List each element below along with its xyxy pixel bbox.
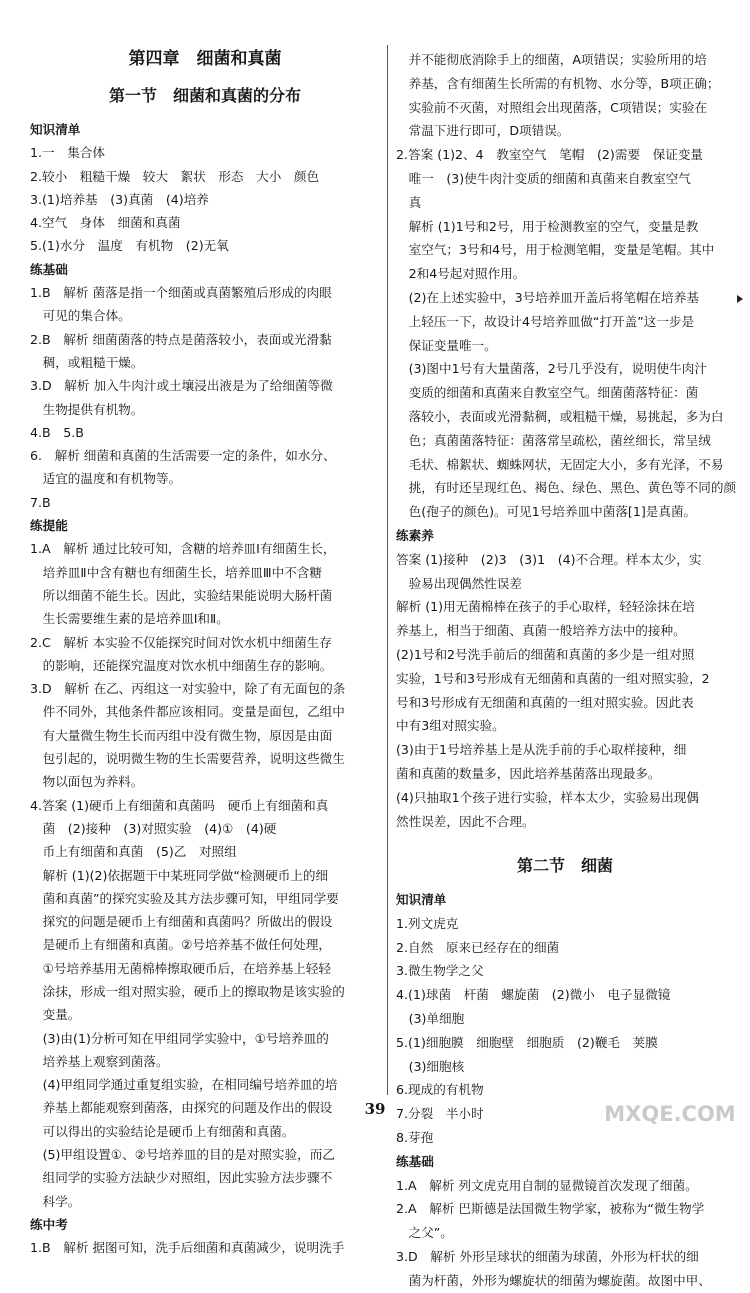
answer-line: 室空气；3号和4号，用于检测笔帽，变量是笔帽。其中 <box>396 242 715 258</box>
answer-line: (2)在上述实验中，3号培养皿开盖后将笔帽在培养基 <box>396 289 699 305</box>
answer-line: 8.芽孢 <box>396 1129 434 1145</box>
answer-line: 真 <box>396 194 422 210</box>
answer-line: 2.自然 原来已经存在的细菌 <box>396 939 560 955</box>
answer-line: 1.A 解析 列文虎克用自制的显微镜首次发现了细菌。 <box>396 1177 698 1193</box>
answer-line: 菌为杆菌，外形为螺旋状的细菌为螺旋菌。故图中甲、 <box>396 1272 711 1288</box>
answer-line: 解析 (1)(2)依据题干中某班同学做“检测硬币上的细 <box>30 867 329 883</box>
answer-line: 培养皿Ⅱ中含有糖也有细菌生长，培养皿Ⅲ中不含糖 <box>30 564 322 580</box>
answer-line: (3)细胞核 <box>396 1058 465 1074</box>
page-arrow-icon <box>737 295 743 303</box>
answer-line: 实验，1号和3号形成有无细菌和真菌的一组对照实验，2 <box>396 670 710 686</box>
answer-line: 所以细菌不能生长。因此，实验结果能说明大肠杆菌 <box>30 587 333 603</box>
answer-line: 养基，含有细菌生长所需的有机物、水分等，B项正确； <box>396 75 720 91</box>
answer-line: 4.(1)球菌 杆菌 螺旋菌 (2)微小 电子显微镜 <box>396 987 671 1003</box>
answer-line: 变量。 <box>30 1007 81 1023</box>
answer-line: 号和3号形成有无细菌和真菌的一组对照实验。因此表 <box>396 694 694 710</box>
answer-line: 验易出现偶然性误差 <box>396 575 522 591</box>
answer-line: 包引起的，说明微生物的生长需要营养，说明这些微生 <box>30 751 345 767</box>
answer-line: (3)单细胞 <box>396 1010 465 1026</box>
subsection-heading: 练提能 <box>30 518 68 534</box>
answer-line: 唯一 (3)使牛肉汁变质的细菌和真菌来自教室空气 <box>396 170 691 186</box>
answer-line: 2.A 解析 巴斯德是法国微生物学家，被称为“微生物学 <box>396 1201 705 1217</box>
answer-line: 生长需要维生素的是培养皿Ⅰ和Ⅱ。 <box>30 611 229 627</box>
answer-line: 菌 (2)接种 (3)对照实验 (4)① (4)硬 <box>30 820 277 836</box>
answer-line: 3.D 解析 在乙、丙组这一对实验中，除了有无面包的条 <box>30 681 346 697</box>
answer-line: 是硬币上有细菌和真菌。②号培养基不做任何处理， <box>30 937 331 953</box>
answer-line: 5.(1)细胞膜 细胞壁 细胞质 (2)鞭毛 荚膜 <box>396 1034 658 1050</box>
answer-line: 3.微生物学之父 <box>396 963 484 979</box>
answer-line: 1.一 集合体 <box>30 145 105 161</box>
answer-line: 稠，或粗糙干燥。 <box>30 354 144 370</box>
answer-line: 7.分裂 半小时 <box>396 1106 484 1122</box>
answer-line: 6. 解析 细菌和真菌的生活需要一定的条件，如水分、 <box>30 448 336 464</box>
right-answer-lines-top <box>396 48 737 833</box>
answer-line: 探究的问题是硬币上有细菌和真菌吗？所做出的假设 <box>30 914 333 930</box>
subsection-heading: 练素养 <box>396 527 434 543</box>
answer-line: 落较小，表面或光滑黏稠，或粗糙干燥，易挑起，多为白 <box>396 408 724 424</box>
answer-line: 保证变量唯一。 <box>396 337 497 353</box>
answer-line: 培养基上观察到菌落。 <box>30 1053 169 1069</box>
answer-line: 2和4号起对照作用。 <box>396 266 526 282</box>
section-title: 第一节 细菌和真菌的分布 <box>108 86 301 105</box>
answer-line: 菌和真菌的数量多，因此培养基菌落出现最多。 <box>396 765 661 781</box>
answer-line: 解析 (1)用无菌棉棒在孩子的手心取样，轻轻涂抹在培 <box>396 599 695 615</box>
answer-line: 然性误差，因此不合理。 <box>396 813 535 829</box>
column-divider <box>387 45 388 1095</box>
answer-line: 3.D 解析 加入牛肉汁或土壤浸出液是为了给细菌等微 <box>30 378 333 394</box>
answer-line: 挑，有时还呈现红色、褐色、绿色、黑色、黄色等不同的颜 <box>396 480 737 496</box>
answer-line: 毛状、棉絮状、蜘蛛网状，无固定大小，多有光泽，不易 <box>396 456 724 472</box>
answer-line: 物以面包为养料。 <box>30 774 144 790</box>
subsection-heading: 练基础 <box>30 261 68 277</box>
answer-line: 6.现成的有机物 <box>396 1082 484 1098</box>
answer-line: 有大量微生物生长而丙组中没有微生物，原因是由面 <box>30 727 333 743</box>
section-title-bacteria: 第二节 细菌 <box>516 856 613 875</box>
answer-line: 可以得出的实验结论是硬币上有细菌和真菌。 <box>30 1123 295 1139</box>
answer-line: 2.B 解析 细菌菌落的特点是菌落较小，表面或光滑黏 <box>30 331 332 347</box>
answer-line: 并不能彻底消除手上的细菌，A项错误；实验所用的培 <box>396 52 707 67</box>
answer-line: 养基上，相当于细菌、真菌一般培养方法中的接种。 <box>396 623 686 639</box>
answer-line: 的影响，还能探究温度对饮水机中细菌生存的影响。 <box>30 657 333 673</box>
answer-line: 变质的细菌和真菌来自教室空气。细菌菌落特征：菌 <box>396 385 699 401</box>
watermark-text: MXQE.COM <box>604 1102 736 1126</box>
answer-line: 5.(1)水分 温度 有机物 (2)无氧 <box>30 238 229 254</box>
answer-line: 科学。 <box>30 1193 81 1209</box>
answer-line: (4)甲组同学通过重复组实验，在相同编号培养皿的培 <box>30 1077 338 1093</box>
answer-line: ①号培养基用无菌棉棒擦取硬币后，在培养基上轻轻 <box>30 960 331 976</box>
answer-line: (3)图中1号有大量菌落，2号几乎没有，说明使牛肉汁 <box>396 361 707 377</box>
answer-line: 1.列文虎克 <box>396 915 459 931</box>
answer-line: 1.B 解析 菌落是指一个细菌或真菌繁殖后形成的肉眼 <box>30 285 332 301</box>
answer-line: 菌和真菌”的探究实验及其方法步骤可知，甲组同学要 <box>30 890 339 906</box>
subsection-heading: 知识清单 <box>396 892 447 907</box>
answer-line: 解析 (1)1号和2号，用于检测教室的空气，变量是教 <box>396 218 699 234</box>
answer-line: (4)只抽取1个孩子进行实验，样本太少，实验易出现偶 <box>396 789 699 805</box>
answer-line: 件不同外，其他条件都应该相同。变量是面包，乙组中 <box>30 704 345 720</box>
answer-line: 适宜的温度和有机物等。 <box>30 471 182 487</box>
left-answer-lines <box>30 118 380 1260</box>
answer-line: 3.D 解析 外形呈球状的细菌为球菌，外形为杆状的细 <box>396 1248 699 1264</box>
answer-line: 7.B <box>30 494 51 510</box>
answer-line: 色；真菌菌落特征：菌落常呈疏松，菌丝细长，常呈绒 <box>396 432 711 448</box>
answer-line: 2.答案 (1)2、4 教室空气 笔帽 (2)需要 保证变量 <box>396 147 704 163</box>
answer-line: 4.答案 (1)硬币上有细菌和真菌吗 硬币上有细菌和真 <box>30 797 329 813</box>
answer-line: 色(孢子的颜色)。可见1号培养皿中菌落[1]是真菌。 <box>396 504 697 520</box>
answer-line: 生物提供有机物。 <box>30 401 144 417</box>
answer-line: 养基上都能观察到菌落，由探究的问题及作出的假设 <box>30 1100 333 1116</box>
answer-line: 涂抹，形成一组对照实验，硬币上的擦取物是该实验的 <box>30 983 345 999</box>
answer-line: 答案 (1)接种 (2)3 (3)1 (4)不合理。样本太少，实 <box>396 551 702 567</box>
answer-line: 1.B 解析 据图可知，洗手后细菌和真菌减少，说明洗手 <box>30 1240 345 1256</box>
answer-line: 2.C 解析 本实验不仅能探究时间对饮水机中细菌生存 <box>30 634 332 650</box>
answer-line: 实验前不灭菌，对照组会出现菌落，C项错误；实验在 <box>396 99 708 115</box>
subsection-heading: 练基础 <box>396 1153 434 1169</box>
answer-line: 4.空气 身体 细菌和真菌 <box>30 215 181 231</box>
watermark-logo-icon <box>600 1083 742 1129</box>
answer-line: 3.(1)培养基 (3)真菌 (4)培养 <box>30 191 209 207</box>
answer-line: (2)1号和2号洗手前后的细菌和真菌的多少是一组对照 <box>396 646 695 662</box>
page-number: 39 <box>364 1100 386 1118</box>
answer-line: 可见的集合体。 <box>30 308 131 324</box>
answer-line: (3)由(1)分析可知在甲组同学实验中，①号培养皿的 <box>30 1030 329 1046</box>
answer-line: (5)甲组设置①、②号培养皿的目的是对照实验，而乙 <box>30 1147 335 1163</box>
answer-line: 币上有细菌和真菌 (5)乙 对照组 <box>30 844 237 860</box>
answer-line: 组同学的实验方法缺少对照组，因此实验方法步骤不 <box>30 1170 333 1186</box>
answer-line: 4.B 5.B <box>30 424 84 440</box>
answer-line: 常温下进行即可，D项错误。 <box>396 123 570 139</box>
chapter-title: 第四章 细菌和真菌 <box>128 49 282 69</box>
answer-line: 之父”。 <box>396 1225 453 1241</box>
answer-line: 1.A 解析 通过比较可知，含糖的培养皿Ⅰ有细菌生长， <box>30 541 336 557</box>
answer-line: (3)由于1号培养基上是从洗手前的手心取样接种，细 <box>396 742 687 758</box>
subsection-heading: 练中考 <box>30 1216 68 1232</box>
subsection-heading: 知识清单 <box>30 122 81 137</box>
answer-line: 中有3组对照实验。 <box>396 718 505 734</box>
answer-line: 上轻压一下，故设计4号培养皿做“打开盖”这一步是 <box>396 313 695 329</box>
answer-line: 2.较小 粗糙干燥 较大 絮状 形态 大小 颜色 <box>30 168 320 184</box>
